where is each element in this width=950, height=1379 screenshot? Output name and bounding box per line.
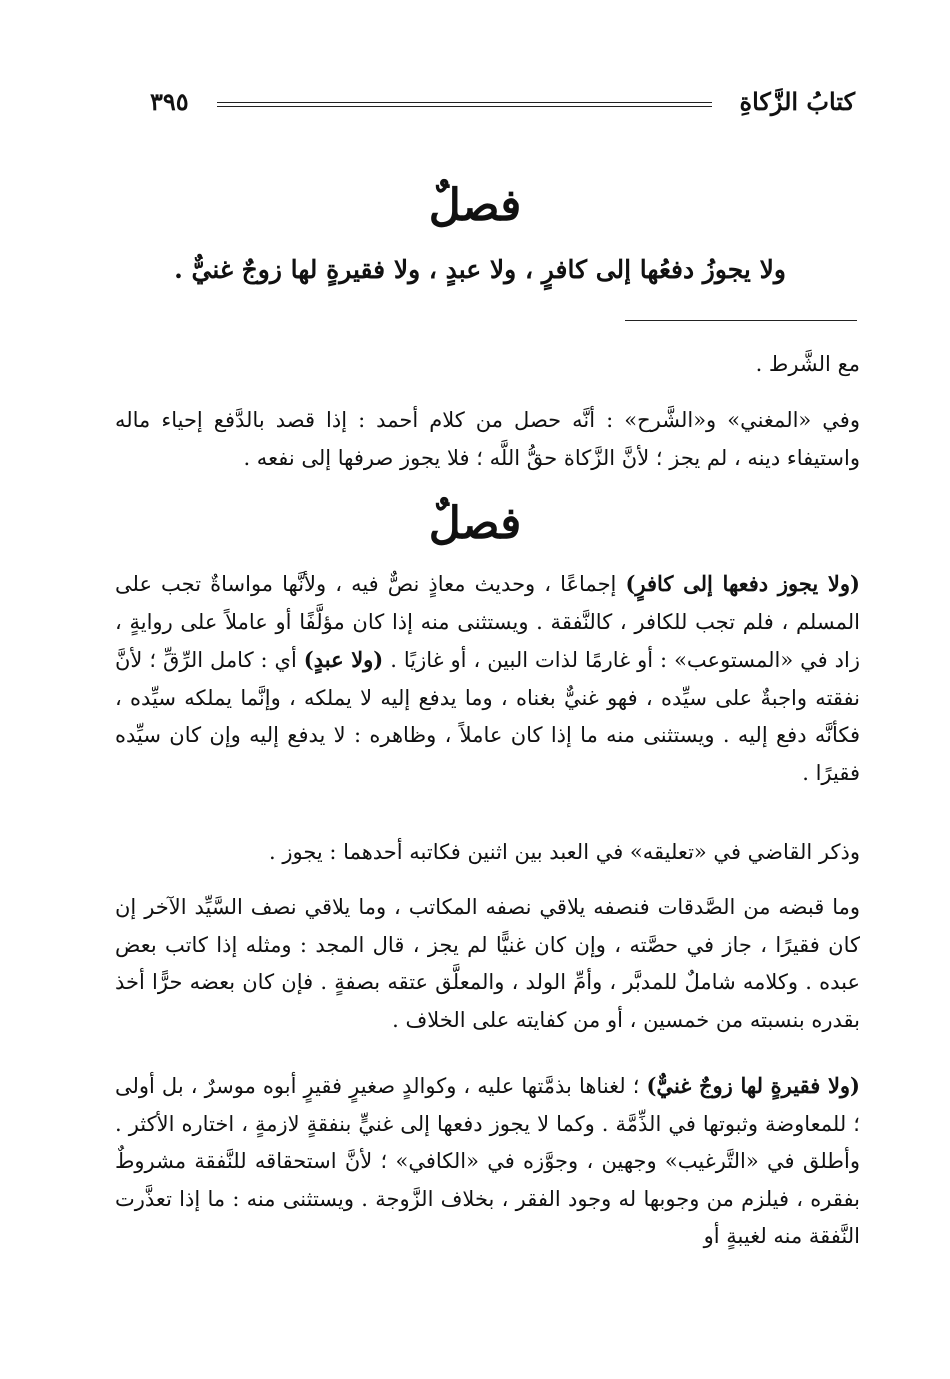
header-rule: [217, 102, 712, 107]
section-heading: فصلٌ: [428, 180, 522, 231]
quoted-matn: (ولا فقيرةٍ لها زوجٌ غنيٌّ): [646, 1073, 860, 1098]
commentary-text: أي : كامل الرِّقِّ ؛ لأنَّ نفقته واجبةٌ على سيِّده ، فهو غنيٌّ بغناه ، وما يدفع إليه لا يملكه ، وإنَّما يملكه سيِّده ، فكأنَّه دفع إليه . ويستثنى منه ما إذا كان عاملاً ، وظاهره : لا يدفع إليه وإن كان سيِّده فقيرًا .: [115, 648, 860, 785]
running-header: [150, 84, 855, 118]
matn-text: ولا يجوزُ دفعُها إلى كافرٍ ، ولا عبدٍ ، ولا فقيرةٍ لها زوجٌ غنيٌّ .: [174, 255, 786, 284]
paragraph-3: [115, 565, 860, 792]
paragraph-5: وما قبضه من الصَّدقات فنصفه يلاقي نصفه المكاتب ، وما يلاقي نصف السَّيِّد الآخر إن كان فقيرًا ، جاز في حصَّته ، وإن كان غنيًّا لم يجز ، قال المجد : ومثله إذا كاتب بعض عبده . وكلامه شاملٌ للمدبَّر ، وأمِّ الولد ، والمعلَّق عتقه بصفةٍ . فإن كان بعضه حرًّا أخذ بقدره بنسبته من خمسين ، أو من كفايته على الخلاف .: [115, 895, 860, 1032]
page-number: ٣٩٥: [150, 86, 189, 116]
commentary-text: ؛ لغناها بذمَّتها عليه ، وكوالدٍ صغيرٍ فقيرٍ أبوه موسرٌ ، بل أولى ؛ للمعاوضة وثبوتها في الذِّمَّة . وكما لا يجوز دفعها إلى غنيٍّ بنفقةٍ لازمةٍ ، اختاره الأكثر . وأطلق في «التَّرغيب» وجهين ، وجوَّزه في «الكافي» ؛ لأنَّ استحقاقه للنَّفقة مشروطٌ بفقره ، فيلزم من وجوبها له وجود الفقر ، بخلاف الزَّوجة . ويستثنى منه : ما إذا تعذَّرت النَّفقة منه لغيبةٍ أو: [115, 1074, 860, 1248]
quoted-matn: (ولا عبدٍ): [303, 647, 384, 672]
book-title: كتابُ الزَّكاةِ: [739, 86, 855, 116]
commentary-text: إجماعًا ، وحديث معاذٍ نصٌّ فيه ، ولأنَّها مواساةٌ تجب على المسلم ، فلم تجب للكافر ، كالنَّفقة . ويستثنى منه إذا كان مؤلَّفًا أو عاملاً على روايةٍ ، زاد في «المستوعب» : أو غارمًا لذات البين ، أو غازيًا .: [115, 572, 860, 672]
quoted-matn: (ولا يجوز دفعها إلى كافرٍ): [625, 571, 860, 596]
paragraph-4: وذكر القاضي في «تعليقه» في العبد بين اثنين فكاتبه أحدهما : يجوز .: [269, 840, 860, 864]
paragraph-2: وفي «المغني» و«الشَّرح» : أنَّه حصل من كلام أحمد : إذا قصد بالدَّفع إحياء ماله واستيفاء دينه ، لم يجز ؛ لأنَّ الزَّكاة حقُّ اللَّه ؛ فلا يجوز صرفها إلى نفعه .: [115, 408, 860, 470]
paragraph-6: [115, 1067, 860, 1256]
matn-separator-rule: [625, 320, 857, 321]
paragraph-1: مع الشَّرط .: [755, 352, 860, 376]
section-heading: فصلٌ: [428, 498, 522, 549]
